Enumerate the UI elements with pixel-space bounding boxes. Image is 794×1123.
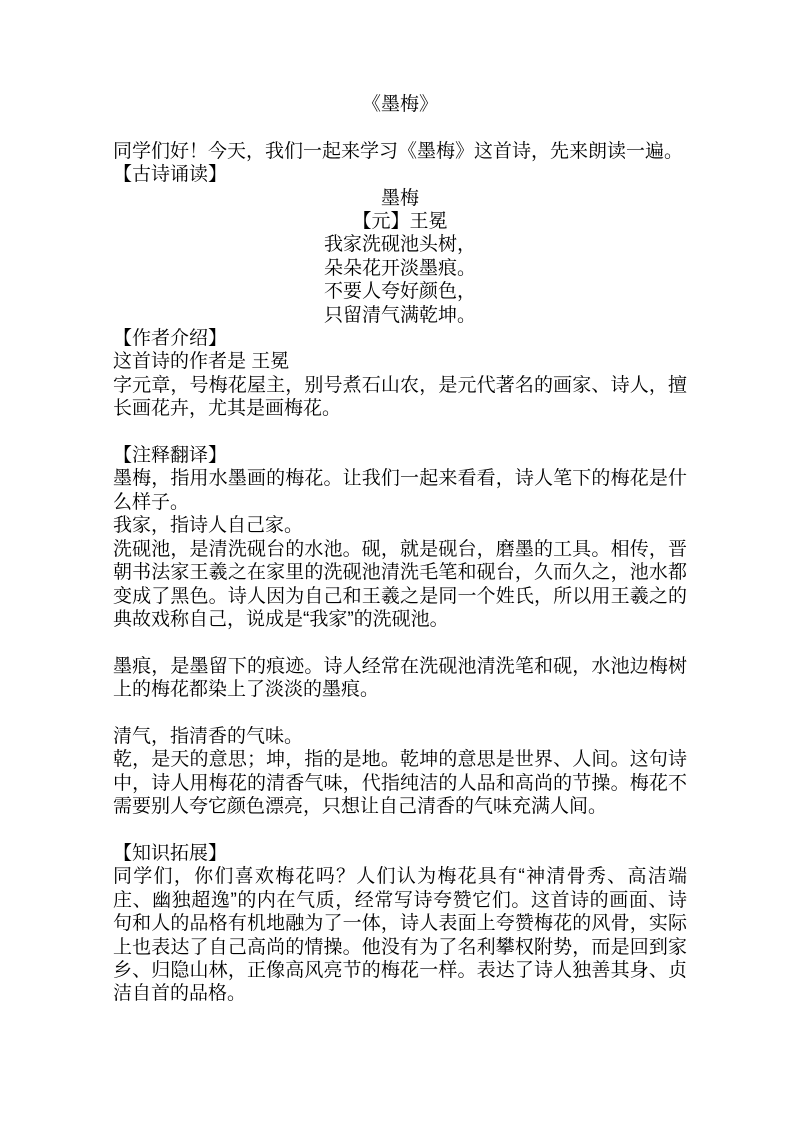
knowledge-paragraph: 同学们，你们喜欢梅花吗？人们认为梅花具有“神清骨秀、高洁端庄、幽独超逸”的内在气质，经常写诗夸赞它们。这首诗的画面、诗句和人的品格有机地融为了一体，诗人表面上夸赞梅花的风骨，实际上也表达了自己高尚的情操。他没有为了名利攀权附势，而是回到家乡、归隐山林，正像高风亮节的梅花一样。表达了诗人独善其身、贞洁自首的品格。 <box>113 866 687 1005</box>
poem-title: 墨梅 <box>380 187 419 209</box>
annotation-paragraph-wojia: 我家，指诗人自己家。 <box>113 515 304 537</box>
poem-line-4: 只留清气满乾坤。 <box>323 304 476 326</box>
poem-author: 【元】王冕 <box>352 211 448 233</box>
section-label-annotations: 【注释翻译】 <box>113 445 228 467</box>
annotation-paragraph-xiyanchi: 洗砚池，是清洗砚台的水池。砚，就是砚台，磨墨的工具。相传，晋朝书法家王羲之在家里的洗砚池清洗毛笔和砚台，久而久之，池水都变成了黑色。诗人因为自己和王羲之是同一个姓氏，所以用王羲之的典故戏称自己，说成是“我家”的洗砚池。 <box>113 538 687 630</box>
section-label-recitation: 【古诗诵读】 <box>113 164 228 186</box>
section-label-author-intro: 【作者介绍】 <box>113 328 228 350</box>
section-label-knowledge: 【知识拓展】 <box>113 842 228 864</box>
poem-line-1: 我家洗砚池头树， <box>323 234 476 256</box>
annotation-paragraph-qiankun: 乾，是天的意思；坤，指的是地。乾坤的意思是世界、人间。这句诗中，诗人用梅花的清香气味，代指纯洁的人品和高尚的节操。梅花不需要别人夸它颜色漂亮，只想让自己清香的气味充满人间。 <box>113 749 687 818</box>
poem-line-2: 朵朵花开淡墨痕。 <box>323 257 476 279</box>
annotation-paragraph-momei: 墨梅，指用水墨画的梅花。让我们一起来看看，诗人笔下的梅花是什么样子。 <box>113 468 687 513</box>
author-paragraph-1: 这首诗的作者是 王冕 <box>113 351 290 373</box>
poem-line-3: 不要人夸好颜色， <box>323 281 476 303</box>
intro-paragraph: 同学们好！今天，我们一起来学习《墨梅》这首诗，先来朗读一遍。 <box>113 140 684 162</box>
page-title: 《墨梅》 <box>361 94 438 115</box>
annotation-paragraph-qingqi: 清气，指清香的气味。 <box>113 725 304 747</box>
author-paragraph-2: 字元章，号梅花屋主，别号煮石山农，是元代著名的画家、诗人，擅长画花卉，尤其是画梅花。 <box>113 374 687 420</box>
annotation-paragraph-mohen: 墨痕，是墨留下的痕迹。诗人经常在洗砚池清洗笔和砚，水池边梅树上的梅花都染上了淡淡的墨痕。 <box>113 655 687 701</box>
